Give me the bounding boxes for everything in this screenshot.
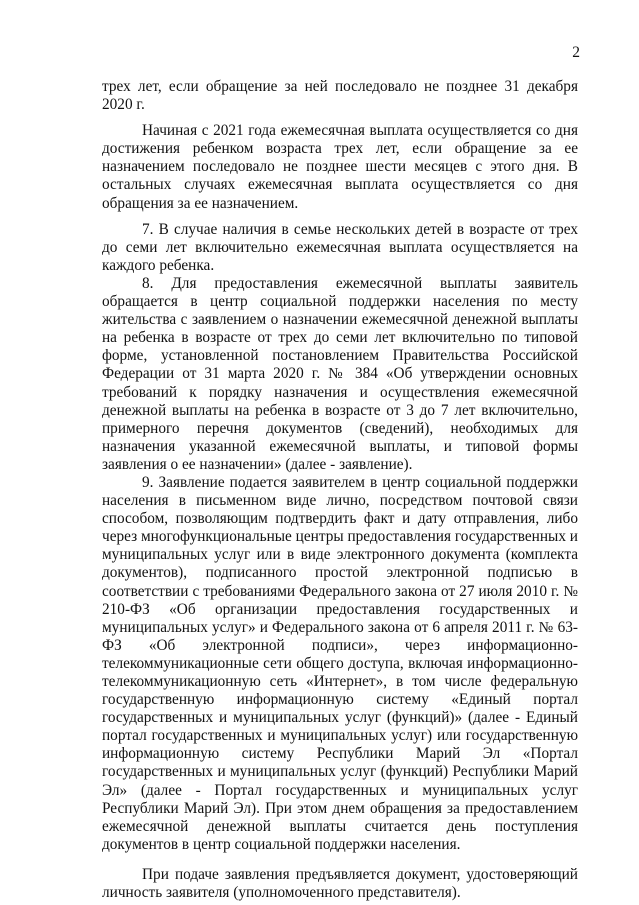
- paragraph-payment-start: Начиная с 2021 года ежемесячная выплата осуществляется со дня достижения ребенком возраста трех лет, если обращение за ее назначением последовало не позднее шести месяцев с этого дня. В остальных случаях ежемесячная выплата осуществляется со дня обращения за ее назначением.: [102, 122, 578, 212]
- paragraph-item-7: 7. В случае наличия в семье нескольких детей в возрасте от трех до семи лет включительно ежемесячная выплата осуществляется на каждого ребенка.: [102, 220, 578, 274]
- paragraph-continuation: трех лет, если обращение за ней последовало не позднее 31 декабря 2020 г.: [102, 78, 578, 114]
- paragraph-item-9: 9. Заявление подается заявителем в центр социальной поддержки населения в письменном виде лично, посредством почтовой связи способом, позволяющим подтвердить факт и дату отправления, либо через многофункциональные центры предоставления государственных и муниципальных услуг или в виде электронного документа (комплекта документов), подписанного простой электронной подписью в соответствии с требованиями Федерального закона от 27 июля 2010 г. № 210-ФЗ «Об организации предоставления государственных и муниципальных услуг» и Федерального закона от 6 апреля 2011 г. № 63-ФЗ «Об электронной подписи», через информационно-телекоммуникационные сети общего доступа, включая информационно-телекоммуникационную сеть «Интернет», в том числе федеральную государственную информационную систему «Единый портал государственных и муниципальных услуг (функций)» (далее - Единый портал государственных и муниципальных услуг) или государственную информационную систему Республики Марий Эл «Портал государственных и муниципальных услуг (функций) Республики Марий Эл» (далее - Портал государственных и муниципальных услуг Республики Марий Эл). При этом днем обращения за предоставлением ежемесячной денежной выплаты считается день поступления документов в центр социальной поддержки населения.: [102, 473, 578, 853]
- paragraph-item-8: 8. Для предоставления ежемесячной выплаты заявитель обращается в центр социальной поддержки населения по месту жительства с заявлением о назначении ежемесячной денежной выплаты на ребенка в возрасте от трех до семи лет включительно по типовой форме, установленной постановлением Правительства Российской Федерации от 31 марта 2020 г. № 384 «Об утверждении основных требований к порядку назначения и осуществления ежемесячной денежной выплаты на ребенка в возрасте от 3 до 7 лет включительно, примерного перечня документов (сведений), необходимых для назначения указанной ежемесячной выплаты, и типовой формы заявления о ее назначении» (далее - заявление).: [102, 274, 578, 473]
- paragraph-identity-document: При подаче заявления предъявляется документ, удостоверяющий личность заявителя (уполномоченного представителя).: [102, 865, 578, 902]
- document-body: [102, 78, 578, 902]
- page-number: 2: [572, 44, 580, 61]
